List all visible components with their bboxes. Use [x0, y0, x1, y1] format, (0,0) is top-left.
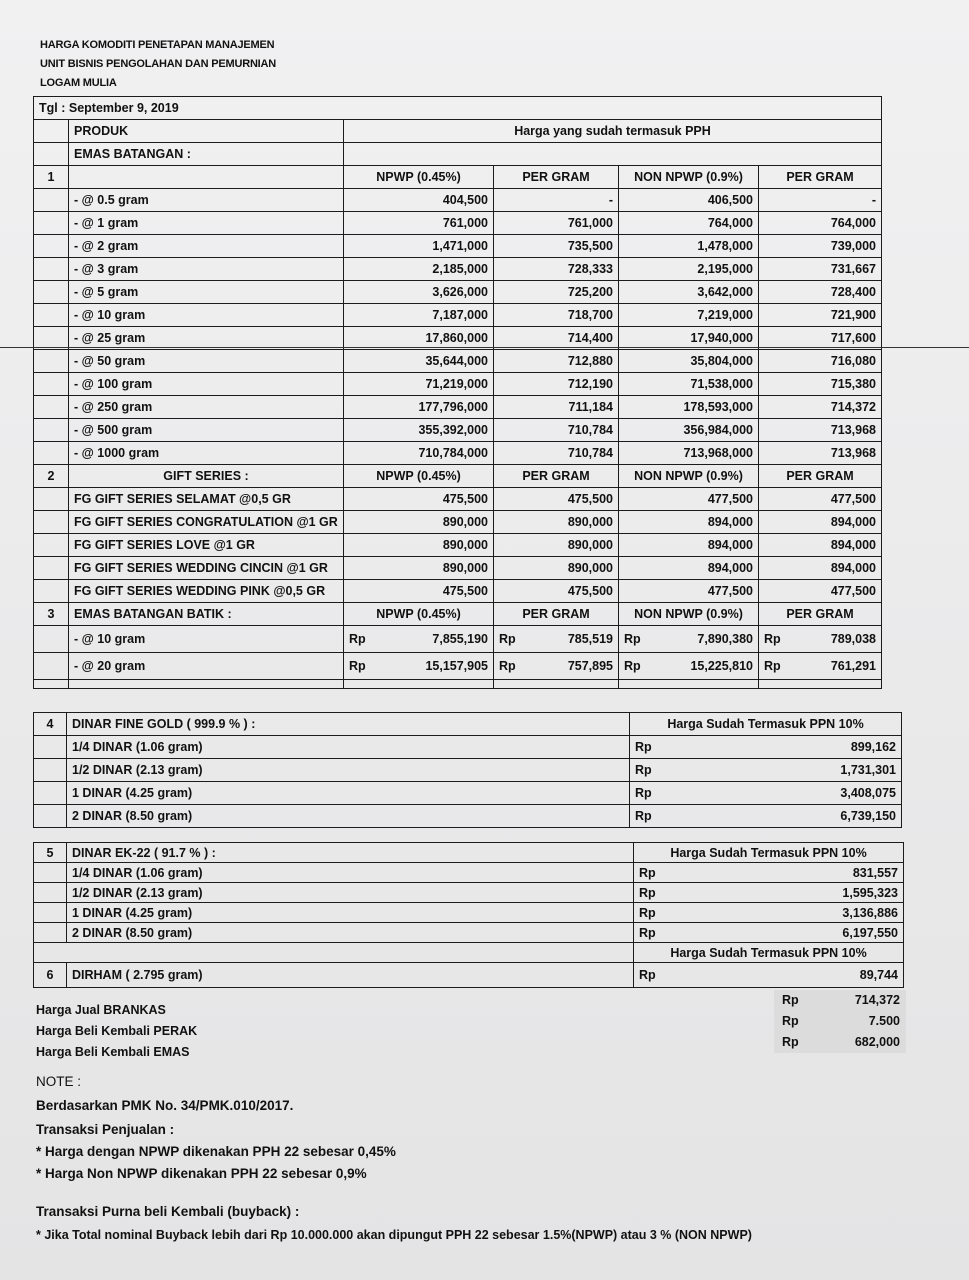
- price-cell-npwp: [344, 626, 494, 653]
- price-per-gram-non: 731,667: [759, 258, 882, 281]
- row-number-cell: [34, 396, 69, 419]
- date-label: Tgl :: [39, 101, 66, 115]
- section3-spacer-row: [34, 680, 882, 689]
- price-non-npwp: 71,538,000: [619, 373, 759, 396]
- price-npwp: 404,500: [344, 189, 494, 212]
- price-per-gram: 711,184: [494, 396, 619, 419]
- section2-row: [34, 488, 882, 511]
- price-value: 3,408,075: [840, 786, 896, 800]
- price-npwp: 177,796,000: [344, 396, 494, 419]
- rp-label: Rp: [639, 905, 656, 920]
- price-npwp: 35,644,000: [344, 350, 494, 373]
- price-non-npwp: 3,642,000: [619, 281, 759, 304]
- price-non-npwp: 894,000: [619, 511, 759, 534]
- section1-title: EMAS BATANGAN :: [69, 143, 344, 166]
- rp-label: Rp: [499, 632, 516, 646]
- section3-rows: [34, 626, 882, 680]
- section1-row: [34, 258, 882, 281]
- extra-value-perak: 7.500: [868, 1014, 900, 1028]
- section6-header-row: [34, 943, 904, 963]
- price-wrap: [639, 926, 898, 940]
- price-npwp: 71,219,000: [344, 373, 494, 396]
- product-name: 1/4 DINAR (1.06 gram): [67, 863, 634, 883]
- date-value: September 9, 2019: [68, 101, 179, 115]
- col-per-gram-2: PER GRAM: [759, 166, 882, 189]
- price-per-gram: 890,000: [494, 511, 619, 534]
- price-non-npwp: 7,219,000: [619, 304, 759, 327]
- rp-label: Rp: [349, 659, 366, 673]
- price-per-gram-non: 713,968: [759, 419, 882, 442]
- product-name: - @ 250 gram: [69, 396, 344, 419]
- price-cell-pg2: [759, 626, 882, 653]
- price-non-npwp: 35,804,000: [619, 350, 759, 373]
- section1-row: [34, 212, 882, 235]
- price-per-gram-non: 728,400: [759, 281, 882, 304]
- price-cell-pg: [494, 653, 619, 680]
- price-wrap: [635, 740, 896, 754]
- price-value: 1,595,323: [842, 885, 898, 900]
- price-per-gram: 710,784: [494, 442, 619, 465]
- price-npwp: 1,471,000: [344, 235, 494, 258]
- price-cell-npwp: [344, 653, 494, 680]
- price-cell-pg: [494, 626, 619, 653]
- row-number-cell: [34, 212, 69, 235]
- price-npwp: 17,860,000: [344, 327, 494, 350]
- price-per-gram: 761,000: [494, 212, 619, 235]
- price-npwp: 475,500: [344, 580, 494, 603]
- price-npwp: 710,784,000: [344, 442, 494, 465]
- row-number-cell: [34, 883, 67, 903]
- section6-price: 89,744: [859, 968, 898, 982]
- section4-title-row: [34, 713, 902, 736]
- price-value: 7,890,380: [697, 632, 753, 646]
- section2-row: [34, 511, 882, 534]
- s2-col-per-gram-2: PER GRAM: [759, 465, 882, 488]
- price-per-gram-non: 894,000: [759, 534, 882, 557]
- section1-cols-row: [34, 166, 882, 189]
- col-per-gram: PER GRAM: [494, 166, 619, 189]
- row-number-cell: [34, 235, 69, 258]
- price-wrap: [639, 866, 898, 880]
- extra-rp: Rp: [782, 1014, 799, 1028]
- price-value: 3,136,886: [842, 905, 898, 920]
- section1-row: [34, 350, 882, 373]
- product-name: 1 DINAR (4.25 gram): [67, 903, 634, 923]
- section5-price-header: Harga Sudah Termasuk PPN 10%: [634, 843, 904, 863]
- price-per-gram: -: [494, 189, 619, 212]
- row-number-cell: [34, 488, 69, 511]
- price-non-npwp: 894,000: [619, 534, 759, 557]
- row-number-cell: [34, 759, 67, 782]
- product-name: FG GIFT SERIES CONGRATULATION @1 GR: [69, 511, 344, 534]
- price-non-npwp: 1,478,000: [619, 235, 759, 258]
- rp-label: Rp: [635, 786, 652, 800]
- price-non-npwp: 894,000: [619, 557, 759, 580]
- product-name: FG GIFT SERIES WEDDING CINCIN @1 GR: [69, 557, 344, 580]
- row-number-cell: [34, 805, 67, 828]
- product-name: FG GIFT SERIES LOVE @1 GR: [69, 534, 344, 557]
- product-name: 1/2 DINAR (2.13 gram): [67, 759, 630, 782]
- price-table-gold: [33, 96, 882, 689]
- rp-label: Rp: [639, 885, 656, 900]
- price-per-gram-non: 715,380: [759, 373, 882, 396]
- scan-line: [0, 347, 969, 348]
- rp-label: Rp: [764, 632, 781, 646]
- rp-label: Rp: [635, 809, 652, 823]
- price-per-gram-non: 721,900: [759, 304, 882, 327]
- price-wrap: [635, 763, 896, 777]
- extra-value-row: [774, 1011, 906, 1032]
- price-per-gram: 710,784: [494, 419, 619, 442]
- price-per-gram: 712,880: [494, 350, 619, 373]
- section3-title-row: [34, 603, 882, 626]
- price-cell-non: [619, 653, 759, 680]
- product-name: - @ 10 gram: [69, 626, 344, 653]
- notes-buyback-title: Transaksi Purna beli Kembali (buyback) :: [36, 1204, 300, 1219]
- s2-col-non-npwp: NON NPWP (0.9%): [619, 465, 759, 488]
- price-per-gram-non: 477,500: [759, 580, 882, 603]
- header-line-1: HARGA KOMODITI PENETAPAN MANAJEMEN: [40, 39, 275, 51]
- product-name: - @ 0.5 gram: [69, 189, 344, 212]
- price-npwp: 761,000: [344, 212, 494, 235]
- price-per-gram-non: 714,372: [759, 396, 882, 419]
- price-per-gram: 475,500: [494, 488, 619, 511]
- row-number-cell: [34, 736, 67, 759]
- section1-row: [34, 304, 882, 327]
- section1-row: [34, 419, 882, 442]
- section5-title-row: [34, 843, 904, 863]
- section1-row: [34, 442, 882, 465]
- price-cell: [630, 782, 902, 805]
- header-line-3: LOGAM MULIA: [40, 77, 117, 89]
- product-name: - @ 50 gram: [69, 350, 344, 373]
- price-wrap: [639, 886, 898, 900]
- section5-rows: [34, 863, 904, 943]
- price-cell: [634, 903, 904, 923]
- price-cell: [630, 805, 902, 828]
- price-non-npwp: 477,500: [619, 580, 759, 603]
- price-per-gram-non: 764,000: [759, 212, 882, 235]
- notes-buyback-1: * Jika Total nominal Buyback lebih dari Rp 10.000.000 akan dipungut PPH 22 sebesar 1.5%(NPWP) atau 3 % (NON NPWP): [36, 1228, 752, 1242]
- dinar-ek22-table: [33, 842, 904, 988]
- price-per-gram: 890,000: [494, 557, 619, 580]
- price-value: 899,162: [850, 740, 896, 754]
- section4-price-header: Harga Sudah Termasuk PPN 10%: [630, 713, 902, 736]
- price-value: 7,855,190: [432, 632, 488, 646]
- price-per-gram: 725,200: [494, 281, 619, 304]
- document-header: [40, 36, 276, 93]
- product-name: 1 DINAR (4.25 gram): [67, 782, 630, 805]
- row-number-cell: [34, 189, 69, 212]
- extra-value-brankas: 714,372: [854, 993, 900, 1007]
- section6-rp: Rp: [639, 968, 656, 982]
- row-number-cell: [34, 580, 69, 603]
- section2-row: [34, 557, 882, 580]
- section2-rows: [34, 488, 882, 603]
- extra-label-perak: Harga Beli Kembali PERAK: [36, 1024, 198, 1038]
- extra-label-brankas: Harga Jual BRANKAS: [36, 1003, 166, 1017]
- price-npwp: 890,000: [344, 534, 494, 557]
- price-per-gram: 712,190: [494, 373, 619, 396]
- price-per-gram: 728,333: [494, 258, 619, 281]
- s2-col-npwp: NPWP (0.45%): [344, 465, 494, 488]
- row-number-cell: [34, 350, 69, 373]
- row-number-cell: [34, 863, 67, 883]
- section2-number: 2: [34, 465, 69, 488]
- rp-label: Rp: [624, 632, 641, 646]
- product-name: - @ 5 gram: [69, 281, 344, 304]
- price-per-gram-non: 894,000: [759, 557, 882, 580]
- price-wrap: [635, 809, 896, 823]
- section6-number: 6: [34, 963, 67, 988]
- product-name: 2 DINAR (8.50 gram): [67, 805, 630, 828]
- price-non-npwp: 477,500: [619, 488, 759, 511]
- price-wrap: [499, 632, 613, 646]
- rp-label: Rp: [639, 865, 656, 880]
- price-non-npwp: 713,968,000: [619, 442, 759, 465]
- product-name: - @ 3 gram: [69, 258, 344, 281]
- product-name: - @ 25 gram: [69, 327, 344, 350]
- price-value: 757,895: [567, 659, 613, 673]
- section6-price-header: Harga Sudah Termasuk PPN 10%: [634, 943, 904, 963]
- section3-row: [34, 626, 882, 653]
- product-name: 1/2 DINAR (2.13 gram): [67, 883, 634, 903]
- row-number-cell: [34, 903, 67, 923]
- price-wrap: [349, 632, 488, 646]
- product-name: - @ 10 gram: [69, 304, 344, 327]
- section5-number: 5: [34, 843, 67, 863]
- produk-label: PRODUK: [69, 120, 344, 143]
- section1-title-row: [34, 143, 882, 166]
- product-name: - @ 2 gram: [69, 235, 344, 258]
- row-number-cell: [34, 258, 69, 281]
- extra-value-row: [774, 990, 906, 1011]
- notes-sales-2: * Harga Non NPWP dikenakan PPH 22 sebesar 0,9%: [36, 1166, 367, 1181]
- section6-row: [34, 963, 904, 988]
- price-wrap: [349, 659, 488, 673]
- section5-row: [34, 883, 904, 903]
- section1-rows: [34, 189, 882, 465]
- s3-col-per-gram-2: PER GRAM: [759, 603, 882, 626]
- row-number-cell: [34, 281, 69, 304]
- date-row: [34, 97, 882, 120]
- s3-col-non-npwp: NON NPWP (0.9%): [619, 603, 759, 626]
- price-wrap: [764, 632, 876, 646]
- dinar-fine-gold-table: [33, 712, 902, 828]
- product-name: - @ 1 gram: [69, 212, 344, 235]
- row-number-cell: [34, 373, 69, 396]
- section1-row: [34, 281, 882, 304]
- price-per-gram: 735,500: [494, 235, 619, 258]
- notes-title: NOTE :: [36, 1074, 82, 1089]
- section2-row: [34, 580, 882, 603]
- price-value: 785,519: [567, 632, 613, 646]
- price-value: 1,731,301: [840, 763, 896, 777]
- rp-label: Rp: [635, 763, 652, 777]
- price-per-gram-non: 717,600: [759, 327, 882, 350]
- product-name: - @ 20 gram: [69, 653, 344, 680]
- extra-rp: Rp: [782, 993, 799, 1007]
- price-cell: [634, 923, 904, 943]
- section3-number: 3: [34, 603, 69, 626]
- price-non-npwp: 406,500: [619, 189, 759, 212]
- product-name: - @ 100 gram: [69, 373, 344, 396]
- row-number-cell: [34, 534, 69, 557]
- rp-label: Rp: [499, 659, 516, 673]
- price-cell-non: [619, 626, 759, 653]
- price-per-gram-non: 739,000: [759, 235, 882, 258]
- s2-col-per-gram: PER GRAM: [494, 465, 619, 488]
- s3-col-per-gram: PER GRAM: [494, 603, 619, 626]
- price-wrap: [764, 659, 876, 673]
- section5-row: [34, 863, 904, 883]
- price-value: 831,557: [852, 865, 898, 880]
- price-wrap: [624, 659, 753, 673]
- price-wrap: [624, 632, 753, 646]
- row-number-cell: [34, 923, 67, 943]
- rp-label: Rp: [635, 740, 652, 754]
- section1-row: [34, 396, 882, 419]
- rp-label: Rp: [349, 632, 366, 646]
- price-header: Harga yang sudah termasuk PPH: [344, 120, 882, 143]
- price-npwp: 3,626,000: [344, 281, 494, 304]
- price-npwp: 355,392,000: [344, 419, 494, 442]
- row-number-cell: [34, 419, 69, 442]
- price-non-npwp: 178,593,000: [619, 396, 759, 419]
- col-non-npwp: NON NPWP (0.9%): [619, 166, 759, 189]
- price-non-npwp: 356,984,000: [619, 419, 759, 442]
- extra-value-emas: 682,000: [854, 1035, 900, 1049]
- price-npwp: 890,000: [344, 511, 494, 534]
- price-value: 761,291: [830, 659, 877, 673]
- row-number-cell: [34, 304, 69, 327]
- notes-pmk: Berdasarkan PMK No. 34/PMK.010/2017.: [36, 1098, 294, 1113]
- row-number-cell: [34, 511, 69, 534]
- section2-title-row: [34, 465, 882, 488]
- section5-title: DINAR EK-22 ( 91.7 % ) :: [67, 843, 634, 863]
- section1-row: [34, 189, 882, 212]
- price-value: 6,197,550: [842, 925, 898, 940]
- price-per-gram-non: 716,080: [759, 350, 882, 373]
- price-npwp: 7,187,000: [344, 304, 494, 327]
- row-number-cell: [34, 653, 69, 680]
- price-npwp: 890,000: [344, 557, 494, 580]
- section4-title: DINAR FINE GOLD ( 999.9 % ) :: [67, 713, 630, 736]
- price-non-npwp: 2,195,000: [619, 258, 759, 281]
- price-cell: [634, 883, 904, 903]
- price-per-gram-non: 894,000: [759, 511, 882, 534]
- row-number-cell: [34, 626, 69, 653]
- price-per-gram: 714,400: [494, 327, 619, 350]
- section4-row: [34, 782, 902, 805]
- header-line-2: UNIT BISNIS PENGOLAHAN DAN PEMURNIAN: [40, 58, 277, 70]
- product-name: FG GIFT SERIES WEDDING PINK @0,5 GR: [69, 580, 344, 603]
- section4-rows: [34, 736, 902, 828]
- price-per-gram-non: -: [759, 189, 882, 212]
- rp-label: Rp: [764, 659, 781, 673]
- product-name: - @ 1000 gram: [69, 442, 344, 465]
- row-number-cell: [34, 442, 69, 465]
- row-number-cell: [34, 557, 69, 580]
- extra-rp: Rp: [782, 1035, 799, 1049]
- produk-row: [34, 120, 882, 143]
- price-per-gram: 718,700: [494, 304, 619, 327]
- price-per-gram-non: 477,500: [759, 488, 882, 511]
- section3-row: [34, 653, 882, 680]
- price-npwp: 475,500: [344, 488, 494, 511]
- price-wrap: [499, 659, 613, 673]
- price-npwp: 2,185,000: [344, 258, 494, 281]
- section4-row: [34, 736, 902, 759]
- section1-row: [34, 373, 882, 396]
- price-cell: [634, 863, 904, 883]
- price-non-npwp: 17,940,000: [619, 327, 759, 350]
- product-name: - @ 500 gram: [69, 419, 344, 442]
- price-per-gram: 475,500: [494, 580, 619, 603]
- section5-row: [34, 903, 904, 923]
- section6-title: DIRHAM ( 2.795 gram): [67, 963, 634, 988]
- product-name: 1/4 DINAR (1.06 gram): [67, 736, 630, 759]
- price-cell-pg2: [759, 653, 882, 680]
- price-per-gram-non: 713,968: [759, 442, 882, 465]
- section4-row: [34, 805, 902, 828]
- rp-label: Rp: [639, 925, 656, 940]
- section1-number: 1: [34, 166, 69, 189]
- product-name: FG GIFT SERIES SELAMAT @0,5 GR: [69, 488, 344, 511]
- price-cell: [630, 736, 902, 759]
- price-value: 15,157,905: [425, 659, 488, 673]
- price-value: 15,225,810: [690, 659, 753, 673]
- s3-col-npwp: NPWP (0.45%): [344, 603, 494, 626]
- row-number-cell: [34, 782, 67, 805]
- price-per-gram: 890,000: [494, 534, 619, 557]
- section3-title: EMAS BATANGAN BATIK :: [69, 603, 344, 626]
- notes-sales-title: Transaksi Penjualan :: [36, 1122, 175, 1137]
- extras-labels: [36, 1000, 197, 1063]
- price-cell: [630, 759, 902, 782]
- section2-row: [34, 534, 882, 557]
- rp-label: Rp: [624, 659, 641, 673]
- notes-sales-1: * Harga dengan NPWP dikenakan PPH 22 sebesar 0,45%: [36, 1144, 396, 1159]
- price-non-npwp: 764,000: [619, 212, 759, 235]
- price-value: 789,038: [830, 632, 877, 646]
- col-npwp: NPWP (0.45%): [344, 166, 494, 189]
- extra-label-emas: Harga Beli Kembali EMAS: [36, 1045, 190, 1059]
- price-wrap: [635, 786, 896, 800]
- notes-section: [36, 1074, 752, 1242]
- section4-number: 4: [34, 713, 67, 736]
- price-value: 6,739,150: [840, 809, 896, 823]
- product-name: 2 DINAR (8.50 gram): [67, 923, 634, 943]
- section2-title: GIFT SERIES :: [69, 465, 344, 488]
- section1-row: [34, 235, 882, 258]
- section4-row: [34, 759, 902, 782]
- extra-value-row: [774, 1032, 906, 1053]
- price-wrap: [639, 906, 898, 920]
- section5-row: [34, 923, 904, 943]
- extras-values: [774, 990, 906, 1053]
